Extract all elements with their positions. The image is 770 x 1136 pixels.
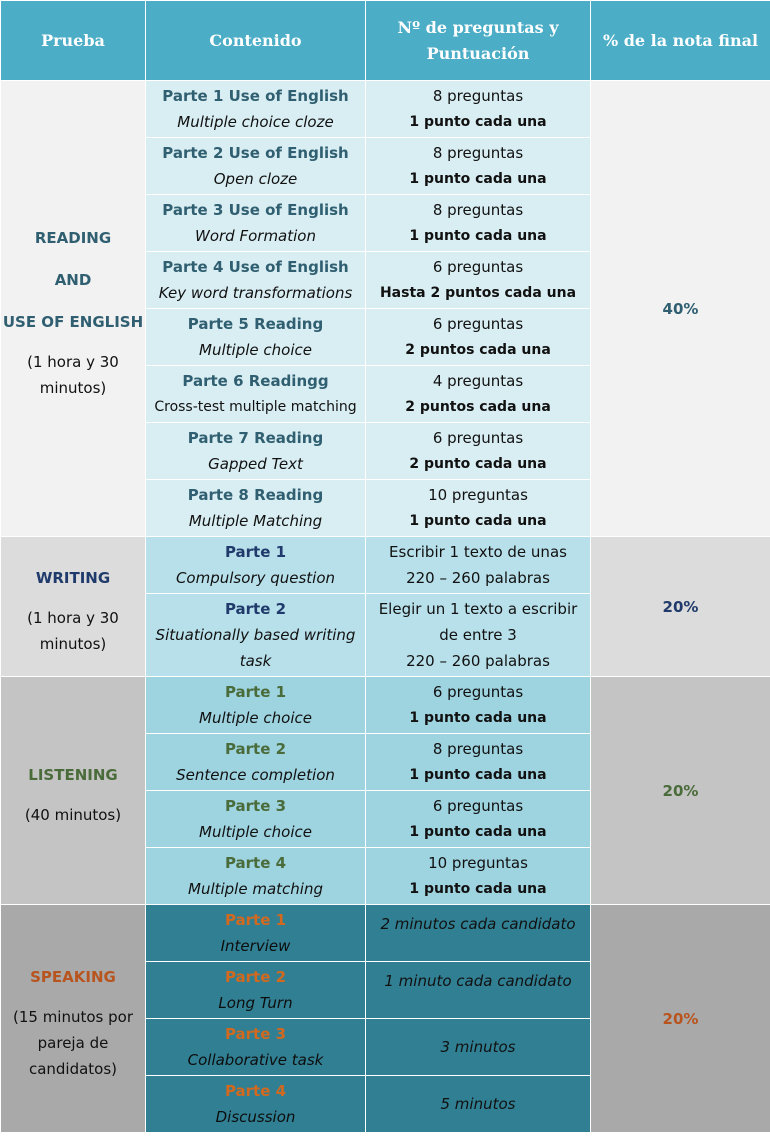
part-title: Parte 3 Use of English [162, 201, 349, 219]
test-duration: (15 minutos por pareja de candidatos) [12, 1007, 133, 1078]
points-value: 1 punto cada una [409, 114, 547, 130]
questions-count: 6 preguntas [432, 683, 524, 701]
points-value: 1 punto cada una [409, 171, 547, 187]
points-value: 1 punto cada una [409, 881, 547, 897]
content-cell [146, 962, 366, 1019]
points-value: 1 punto cada una [409, 824, 547, 840]
test-duration: (40 minutos) [24, 805, 122, 824]
part-subtitle: Open cloze [213, 170, 298, 188]
content-cell [146, 480, 366, 537]
part-subtitle: Compulsory question [175, 569, 336, 587]
points-cell [366, 1019, 591, 1076]
points-cell [366, 138, 591, 195]
part-subtitle: Multiple choice [199, 341, 312, 359]
table-row [1, 677, 770, 734]
part-subtitle: Sentence completion [176, 766, 335, 784]
points-cell [366, 848, 591, 905]
content-cell [146, 537, 366, 594]
content-cell [146, 252, 366, 309]
points-value: Hasta 2 puntos cada una [379, 285, 577, 301]
part-title: Parte 7 Reading [187, 429, 324, 447]
points-value: 1 punto cada una [409, 513, 547, 529]
questions-count: 8 preguntas [432, 201, 524, 219]
part-title: Parte 6 Readingg [182, 372, 329, 390]
test-name: READING [34, 228, 112, 247]
content-cell [146, 309, 366, 366]
part-title: Parte 2 Use of English [162, 144, 349, 162]
points-cell [366, 366, 591, 423]
points-cell [366, 791, 591, 848]
part-subtitle: Discussion [215, 1108, 296, 1126]
questions-count: 6 preguntas [432, 429, 524, 447]
points-cell [366, 1076, 591, 1133]
content-cell [146, 195, 366, 252]
test-name-cell [1, 677, 146, 905]
test-name-cell [1, 81, 146, 537]
points-cell [366, 962, 591, 1019]
part-subtitle: Multiple Matching [188, 512, 323, 530]
points-cell [366, 480, 591, 537]
part-title: Parte 2 [224, 968, 287, 986]
header-row [1, 1, 770, 81]
part-subtitle: Multiple choice [199, 709, 312, 727]
questions-count: 1 minuto cada candidato [384, 972, 572, 990]
content-cell [146, 366, 366, 423]
part-title: Parte 8 Reading [187, 486, 324, 504]
questions-count: 10 preguntas [428, 486, 528, 504]
points-value: 1 punto cada una [409, 767, 547, 783]
test-name: USE OF ENGLISH [2, 312, 144, 331]
questions-count: 8 preguntas [432, 87, 524, 105]
part-subtitle: Multiple matching [188, 880, 323, 898]
points-cell [366, 905, 591, 962]
part-title: Parte 1 [224, 911, 287, 929]
part-subtitle: Multiple choice [199, 823, 312, 841]
content-cell [146, 423, 366, 480]
test-name: SPEAKING [30, 967, 116, 986]
content-cell [146, 1076, 366, 1133]
points-cell [366, 677, 591, 734]
content-cell [146, 1019, 366, 1076]
points-cell [366, 594, 591, 677]
content-cell [146, 677, 366, 734]
points-value: 1 punto cada una [409, 710, 547, 726]
points-value: 2 punto cada una [409, 456, 547, 472]
questions-count: 5 minutos [440, 1095, 516, 1113]
part-title: Parte 1 [224, 683, 287, 701]
part-title: Parte 3 [224, 797, 287, 815]
part-title: Parte 1 [224, 543, 287, 561]
part-subtitle: Key word transformations [158, 284, 353, 302]
points-cell [366, 423, 591, 480]
content-cell [146, 905, 366, 962]
points-cell [366, 734, 591, 791]
part-subtitle: Situationally based writing task [155, 626, 356, 670]
questions-count: 8 preguntas [432, 144, 524, 162]
content-cell [146, 81, 366, 138]
table-row [1, 905, 770, 962]
points-value: 2 puntos cada una [405, 342, 551, 358]
questions-count: 4 preguntas [432, 372, 524, 390]
part-title: Parte 4 Use of English [162, 258, 349, 276]
part-title: Parte 3 [224, 1025, 287, 1043]
part-subtitle: Cross-test multiple matching [154, 399, 357, 415]
table-row [1, 81, 770, 138]
points-cell [366, 81, 591, 138]
questions-count: Escribir 1 texto de unas [389, 543, 567, 561]
part-subtitle: Gapped Text [208, 455, 303, 473]
questions-count: 6 preguntas [432, 315, 524, 333]
points-value: 1 punto cada una [409, 228, 547, 244]
header-contenido: Contenido [146, 1, 366, 81]
test-duration: (1 hora y 30 minutos) [27, 608, 119, 653]
points-value: 220 – 260 palabras [406, 652, 550, 670]
points-cell [366, 309, 591, 366]
questions-count: 6 preguntas [432, 797, 524, 815]
part-title: Parte 4 [224, 1082, 287, 1100]
content-cell [146, 138, 366, 195]
test-name: WRITING [35, 568, 111, 587]
table-row [1, 537, 770, 594]
test-duration: (1 hora y 30 minutos) [27, 352, 119, 397]
questions-count: Elegir un 1 texto a escribir de entre 3 [378, 600, 578, 644]
final-percent: 20% [591, 905, 770, 1133]
questions-count: 2 minutos cada candidato [380, 915, 576, 933]
part-subtitle: Long Turn [218, 994, 293, 1012]
part-title: Parte 2 [224, 600, 287, 618]
test-name-cell [1, 537, 146, 677]
part-title: Parte 5 Reading [187, 315, 324, 333]
points-cell [366, 195, 591, 252]
part-subtitle: Multiple choice cloze [177, 113, 334, 131]
points-value: 220 – 260 palabras [406, 569, 550, 587]
header-porcentaje: % de la nota final [591, 1, 770, 81]
part-subtitle: Collaborative task [187, 1051, 324, 1069]
questions-count: 8 preguntas [432, 740, 524, 758]
part-title: Parte 2 [224, 740, 287, 758]
final-percent: 20% [591, 537, 770, 677]
final-percent: 20% [591, 677, 770, 905]
questions-count: 10 preguntas [428, 854, 528, 872]
final-percent: 40% [591, 81, 770, 537]
content-cell [146, 791, 366, 848]
test-name: LISTENING [28, 765, 118, 784]
questions-count: 3 minutos [440, 1038, 516, 1056]
questions-count: 6 preguntas [432, 258, 524, 276]
content-cell [146, 734, 366, 791]
part-subtitle: Word Formation [195, 227, 316, 245]
points-value: 2 puntos cada una [405, 399, 551, 415]
part-subtitle: Interview [220, 937, 291, 955]
part-title: Parte 1 Use of English [162, 87, 349, 105]
header-preguntas: Nº de preguntas y Puntuación [366, 1, 591, 81]
test-name: AND [54, 270, 92, 289]
content-cell [146, 594, 366, 677]
test-name-cell [1, 905, 146, 1133]
content-cell [146, 848, 366, 905]
points-cell [366, 252, 591, 309]
part-title: Parte 4 [224, 854, 287, 872]
header-prueba: Prueba [1, 1, 146, 81]
points-cell [366, 537, 591, 594]
